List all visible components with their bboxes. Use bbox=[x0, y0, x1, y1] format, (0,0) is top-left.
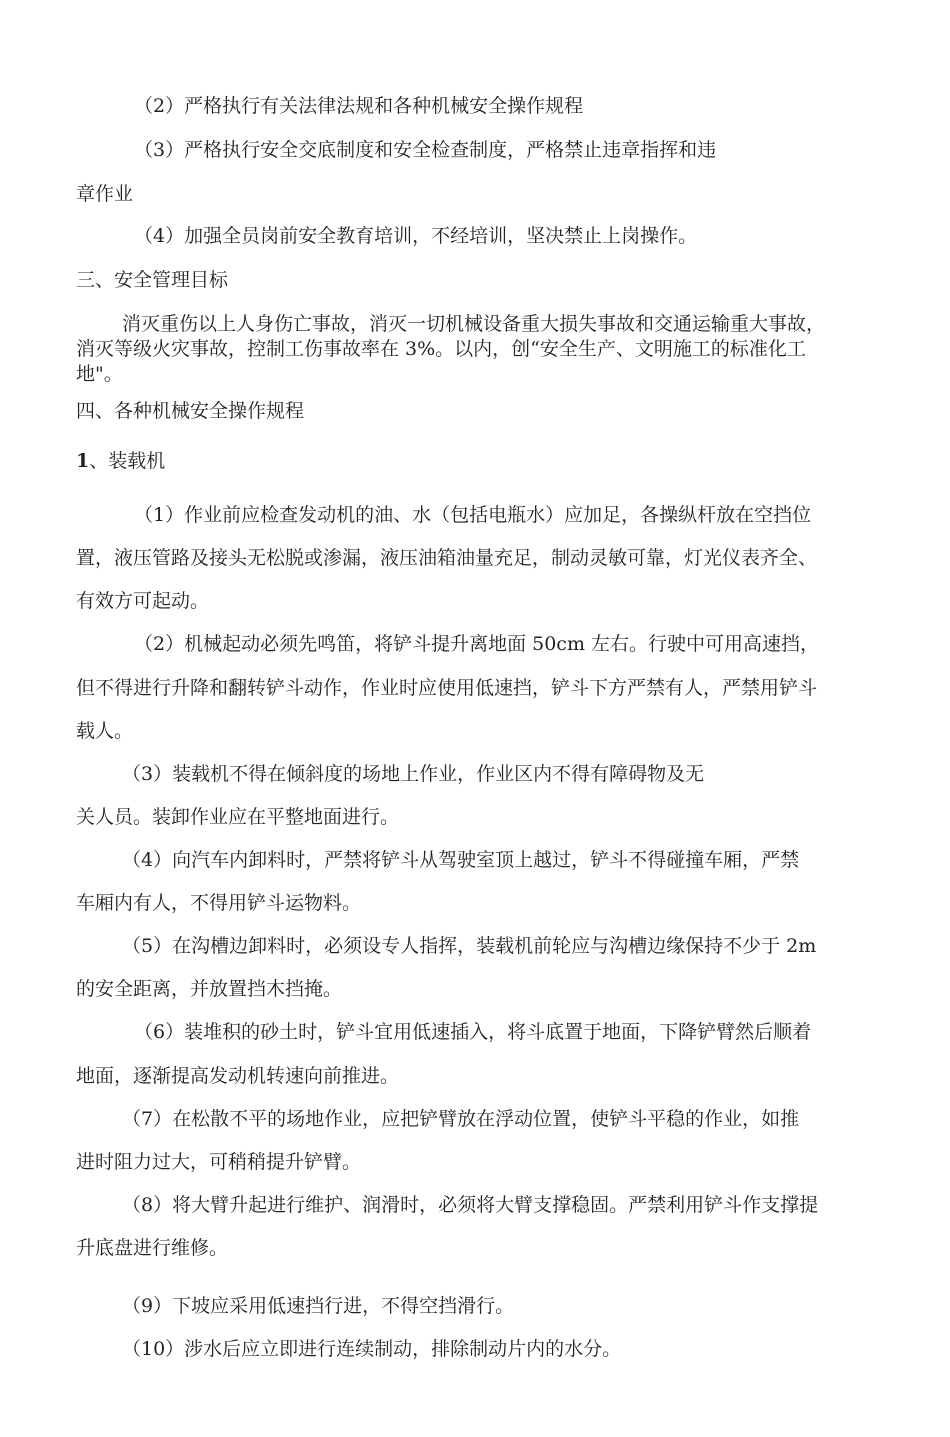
text-line: （3）装载机不得在倾斜度的场地上作业，作业区内不得有障碍物及无 bbox=[122, 763, 705, 785]
text-line: 载人。 bbox=[76, 720, 134, 742]
text-line: （9）下坡应采用低速挡行进，不得空挡滑行。 bbox=[122, 1295, 515, 1317]
section-heading: 四、各种机械安全操作规程 bbox=[76, 400, 305, 422]
text-line: （8）将大臂升起进行维护、润滑时，必须将大臂支撑稳固。严禁利用铲斗作支撑提 bbox=[122, 1194, 819, 1216]
text-line: （4）向汽车内卸料时，严禁将铲斗从驾驶室顶上越过，铲斗不得碰撞车厢，严禁 bbox=[122, 849, 800, 871]
text-line: 但不得进行升降和翻转铲斗动作，作业时应使用低速挡，铲斗下方严禁有人，严禁用铲斗 bbox=[76, 677, 818, 699]
text-line: （1）作业前应检查发动机的油、水（包括电瓶水）应加足，各操纵杆放在空挡位 bbox=[134, 504, 812, 526]
text-line: （5）在沟槽边卸料时，必须设专人指挥，装载机前轮应与沟槽边缘保持不少于 2m bbox=[122, 935, 817, 957]
text-line: 章作业 bbox=[76, 183, 134, 205]
subsection-heading bbox=[76, 449, 165, 473]
text-line: （10）涉水后应立即进行连续制动，排除制动片内的水分。 bbox=[122, 1338, 622, 1360]
subsection-title: 、装载机 bbox=[89, 450, 166, 472]
text-line: （2）严格执行有关法律法规和各种机械安全操作规程 bbox=[134, 95, 584, 117]
text-line: 关人员。装卸作业应在平整地面进行。 bbox=[76, 806, 400, 828]
text-line: （6）装堆积的砂土时，铲斗宜用低速插入，将斗底置于地面，下降铲臂然后顺着 bbox=[134, 1021, 812, 1043]
text-line: 升底盘进行维修。 bbox=[76, 1237, 229, 1259]
text-line: 地面，逐渐提高发动机转速向前推进。 bbox=[76, 1065, 400, 1087]
text-line: 消灭重伤以上人身伤亡事故，消灭一切机械设备重大损失事故和交通运输重大事故， bbox=[122, 313, 826, 335]
text-line: 的安全距离，并放置挡木挡掩。 bbox=[76, 978, 343, 1000]
section-heading: 三、安全管理目标 bbox=[76, 269, 229, 291]
text-line: （7）在松散不平的场地作业，应把铲臂放在浮动位置，使铲斗平稳的作业，如推 bbox=[122, 1108, 800, 1130]
text-line: 地"。 bbox=[76, 363, 123, 385]
text-line: 有效方可起动。 bbox=[76, 590, 210, 612]
text-line: （3）严格执行安全交底制度和安全检查制度，严格禁止违章指挥和违 bbox=[134, 139, 717, 161]
text-line: 置，液压管路及接头无松脱或渗漏，液压油箱油量充足，制动灵敏可靠，灯光仪表齐全、 bbox=[76, 547, 818, 569]
text-line: 消灭等级火灾事故，控制工伤事故率在 3%。以内，创“安全生产、文明施工的标准化工 bbox=[76, 338, 806, 360]
text-line: 车厢内有人，不得用铲斗运物料。 bbox=[76, 892, 362, 914]
text-line: 进时阻力过大，可稍稍提升铲臂。 bbox=[76, 1151, 362, 1173]
subsection-number: 1 bbox=[76, 450, 90, 472]
text-line: （2）机械起动必须先鸣笛，将铲斗提升离地面 50cm 左右。行驶中可用高速挡， bbox=[134, 633, 820, 655]
text-line: （4）加强全员岗前安全教育培训，不经培训，坚决禁止上岗操作。 bbox=[134, 225, 698, 247]
